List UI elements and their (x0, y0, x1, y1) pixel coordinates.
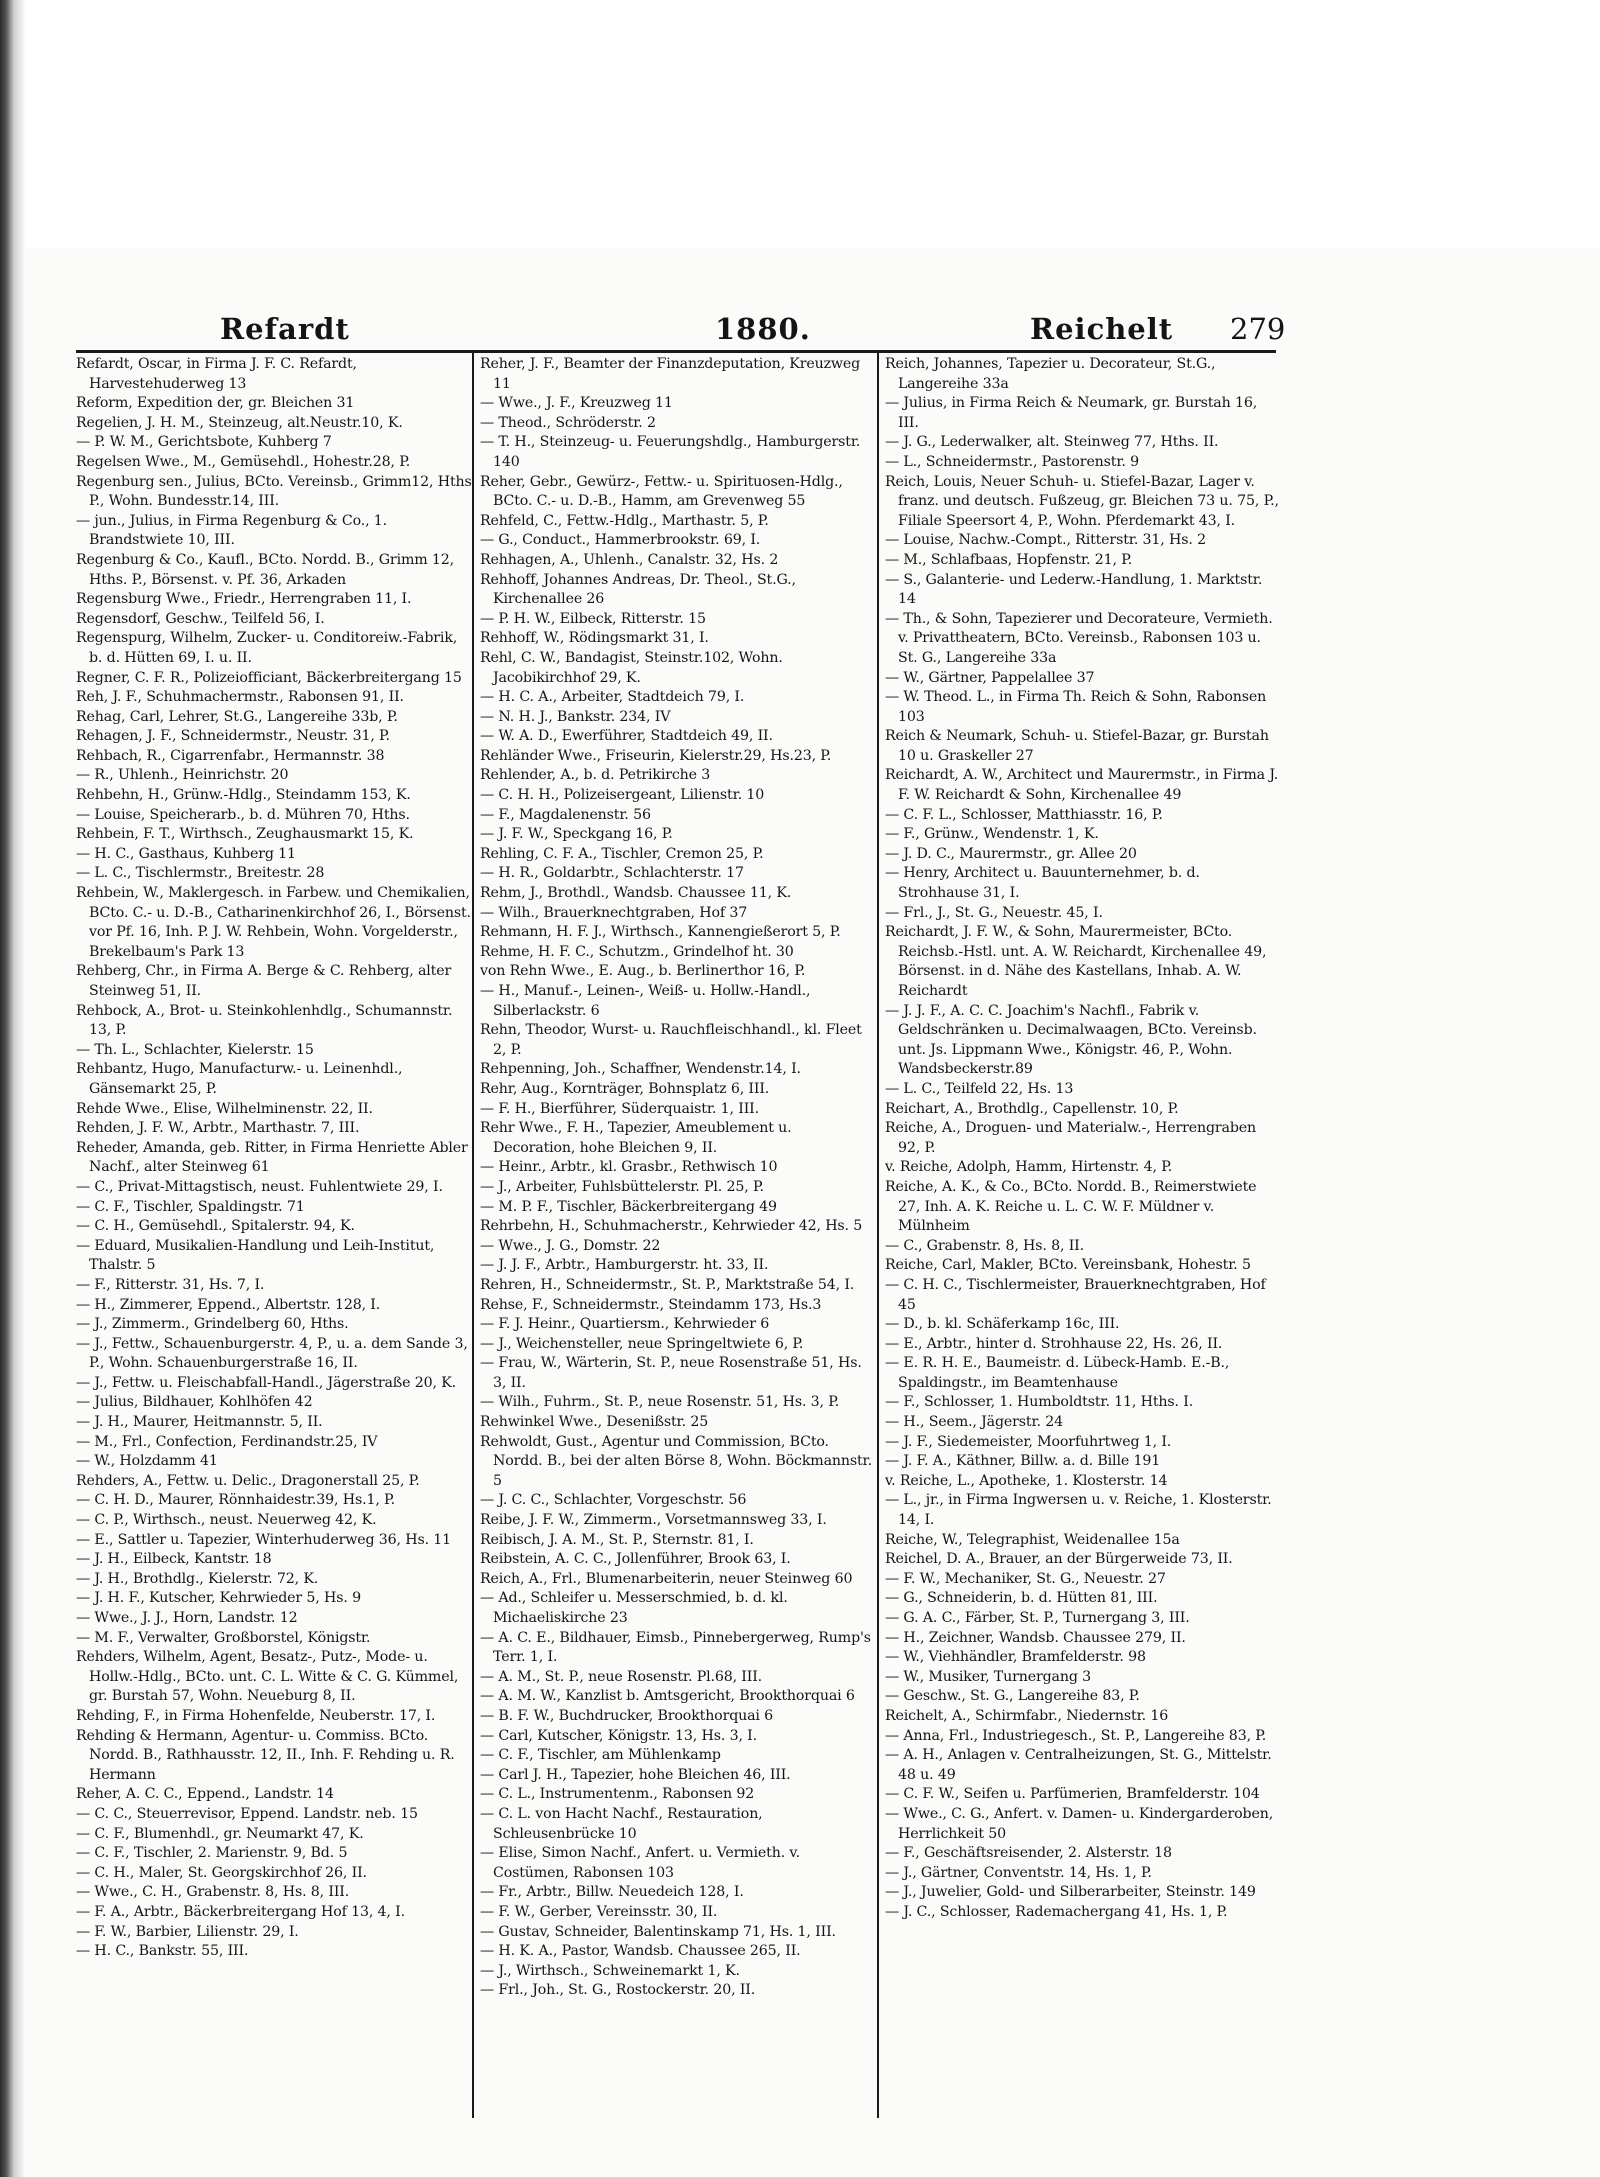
directory-entry: — W. A. D., Ewerführer, Stadtdeich 49, II. (480, 728, 773, 745)
directory-entry: — B. F. W., Buchdrucker, Brookthorquai 6 (480, 1707, 774, 1724)
column-divider (472, 350, 474, 2118)
directory-entry: v. Reiche, L., Apotheke, 1. Klosterstr. 14 (885, 1472, 1168, 1489)
page-number: 279 (1230, 312, 1286, 346)
directory-entry: — A. M. W., Kanzlist b. Amtsgericht, Brookthorquai 6 (480, 1688, 855, 1705)
directory-entry: — J., Weichensteller, neue Springeltwiete 6, P. (480, 1335, 804, 1352)
directory-entry: Rehl, C. W., Bandagist, Steinstr.102, Wohn. Jacobikirchhof 29, K. (480, 649, 783, 686)
directory-entry: Reiche, A. K., & Co., BCto. Nordd. B., Reimerstwiete 27, Inh. A. K. Reiche u. L. C. W. F. Müldner v. Mülnheim (885, 1178, 1257, 1235)
directory-entry: — A. C. E., Bildhauer, Eimsb., Pinnebergerweg, Rump's Terr. 1, I. (480, 1629, 871, 1666)
directory-entry: — Frau, W., Wärterin, St. P., neue Rosenstraße 51, Hs. 3, II. (480, 1355, 862, 1391)
directory-entry: — C. H., Maler, St. Georgskirchhof 26, II. (76, 1864, 367, 1881)
directory-entry: Rehbein, W., Maklergesch. in Farbew. und Chemikalien, BCto. C.- u. D.-B., Catharinenkirchhof 26, I., Börsenst. vor Pf. 16, Inh. P. J. W. Rehbein, Wohn. Vorgelderstr., Brekelbaum's Park 13 (76, 885, 471, 960)
directory-entry: — Louise, Speicherarb., b. d. Mühren 70, Hths. (76, 806, 410, 823)
directory-entry: Reich, A., Frl., Blumenarbeiterin, neuer Steinweg 60 (480, 1570, 853, 1587)
directory-entry: — C. L., Instrumentenm., Rabonsen 92 (480, 1786, 755, 1803)
directory-entry: — S., Galanterie- und Lederw.-Handlung, 1. Marktstr. 14 (885, 571, 1263, 608)
directory-entry: Reh, J. F., Schuhmachermstr., Rabonsen 91, II. (76, 689, 404, 706)
directory-entry: Regner, C. F. R., Polizeiofficiant, Bäckerbreitergang 15 (76, 669, 462, 686)
directory-entry: — Frl., Joh., St. G., Rostockerstr. 20, II. (480, 1982, 756, 1999)
directory-entry: — F. W., Gerber, Vereinsstr. 30, II. (480, 1903, 718, 1920)
directory-entry: — J. H., Maurer, Heitmannstr. 5, II. (76, 1414, 323, 1431)
directory-entry: Rehhagen, A., Uhlenh., Canalstr. 32, Hs. 2 (480, 551, 779, 568)
directory-entry: — E., Sattler u. Tapezier, Winterhuderweg 36, Hs. 11 (76, 1531, 452, 1548)
directory-entry: — J. G., Lederwalker, alt. Steinweg 77, Hths. II. (885, 434, 1219, 451)
directory-entry: Rehbach, R., Cigarrenfabr., Hermannstr. 38 (76, 747, 385, 764)
directory-column-1 (76, 355, 472, 2117)
directory-entry: — W., Gärtner, Pappelallee 37 (885, 669, 1095, 686)
directory-entry: — C. F., Tischler, Spaldingstr. 71 (76, 1198, 305, 1215)
directory-entry: Rehren, H., Schneidermstr., St. P., Marktstraße 54, I. (480, 1276, 855, 1293)
directory-entry: Rehhoff, W., Rödingsmarkt 31, I. (480, 630, 709, 647)
directory-entry: — Anna, Frl., Industriegesch., St. P., Langereihe 83, P. (885, 1727, 1267, 1744)
directory-entry: — F. A., Arbtr., Bäckerbreitergang Hof 13, 4, I. (76, 1903, 405, 1920)
directory-entry: Rehrbehn, H., Schuhmacherstr., Kehrwieder 42, Hs. 5 (480, 1218, 863, 1235)
directory-entry: — H., Zimmerer, Eppend., Albertstr. 128, I. (76, 1296, 381, 1313)
directory-entry: — jun., Julius, in Firma Regenburg & Co., 1. Brandstwiete 10, III. (76, 512, 388, 549)
header-rule (76, 350, 1276, 353)
directory-entry: — J. H., Brothdlg., Kielerstr. 72, K. (76, 1570, 319, 1587)
directory-entry: — C. H. D., Maurer, Rönnhaidestr.39, Hs.1, P. (76, 1492, 395, 1509)
directory-entry: Reichelt, A., Schirmfabr., Niedernstr. 16 (885, 1707, 1169, 1724)
directory-entry: — W., Holzdamm 41 (76, 1453, 218, 1470)
directory-entry: — H. K. A., Pastor, Wandsb. Chaussee 265, II. (480, 1943, 801, 1960)
directory-entry: Reichart, A., Brothdlg., Capellenstr. 10, P. (885, 1100, 1179, 1117)
directory-entry: — C., Grabenstr. 8, Hs. 8, II. (885, 1237, 1084, 1254)
directory-entry: — L., jr., in Firma Ingwersen u. v. Reiche, 1. Klosterstr. 14, I. (885, 1492, 1272, 1529)
directory-entry: — J., Zimmerm., Grindelberg 60, Hths. (76, 1316, 349, 1333)
directory-entry: — J. F. A., Käthner, Billw. a. d. Bille 191 (885, 1453, 1161, 1470)
directory-entry: — J., Juwelier, Gold- und Silberarbeiter, Steinstr. 149 (885, 1884, 1256, 1901)
directory-entry: — C. F., Blumenhdl., gr. Neumarkt 47, K. (76, 1825, 364, 1842)
directory-entry: Rehr Wwe., F. H., Tapezier, Ameublement u. Decoration, hohe Bleichen 9, II. (480, 1120, 792, 1156)
directory-entry: Reheder, Amanda, geb. Ritter, in Firma Henriette Abler Nachf., alter Steinweg 61 (76, 1139, 468, 1176)
directory-entry: Rehling, C. F. A., Tischler, Cremon 25, P. (480, 845, 764, 862)
running-head-left: Refardt (220, 312, 350, 346)
directory-entry: Rehberg, Chr., in Firma A. Berge & C. Rehberg, alter Steinweg 51, II. (76, 963, 452, 999)
directory-entry: — Carl J. H., Tapezier, hohe Bleichen 46, III. (480, 1766, 791, 1783)
directory-entry: — Th., & Sohn, Tapezierer und Decorateure, Vermieth. v. Privattheatern, BCto. Vereinsb., Rabonsen 103 u. St. G., Langereihe 33a (885, 610, 1273, 666)
directory-entry: — J. F. W., Speckgang 16, P. (480, 826, 673, 843)
directory-entry: — J., Wirthsch., Schweinemarkt 1, K. (480, 1962, 740, 1979)
directory-entry: — Th. L., Schlachter, Kielerstr. 15 (76, 1041, 314, 1058)
directory-entry: — Eduard, Musikalien-Handlung und Leih-Institut, Thalstr. 5 (76, 1237, 435, 1274)
directory-entry: — E., Arbtr., hinter d. Strohhause 22, Hs. 26, II. (885, 1335, 1223, 1352)
directory-entry: — T. H., Steinzeug- u. Feuerungshdlg., Hamburgerstr. 140 (480, 434, 861, 470)
directory-entry: Rehme, H. F. C., Schutzm., Grindelhof ht. 30 (480, 943, 794, 960)
directory-entry: Reich, Louis, Neuer Schuh- u. Stiefel-Bazar, Lager v. franz. und deutsch. Fußzeug, gr. Bleichen 73 u. 75, P., Filiale Speersort 4, P., Wohn. Pferdemarkt 43, I. (885, 473, 1279, 529)
directory-entry: — M. P. F., Tischler, Bäckerbreitergang 49 (480, 1198, 777, 1215)
directory-entry: — C. H. C., Tischlermeister, Brauerknechtgraben, Hof 45 (885, 1276, 1266, 1313)
directory-entry: Regensdorf, Geschw., Teilfeld 56, I. (76, 610, 325, 627)
directory-entry: — F. J. Heinr., Quartiersm., Kehrwieder 6 (480, 1316, 770, 1333)
directory-entry: — Henry, Architect u. Bauunternehmer, b. d. Strohhause 31, I. (885, 865, 1200, 902)
directory-entry: Regensburg Wwe., Friedr., Herrengraben 11, I. (76, 591, 412, 608)
directory-entry: — L. C., Teilfeld 22, Hs. 13 (885, 1080, 1074, 1097)
directory-entry: — Geschw., St. G., Langereihe 83, P. (885, 1688, 1140, 1705)
directory-entry: — R., Uhlenh., Heinrichstr. 20 (76, 767, 289, 784)
directory-entry: Rehn, Theodor, Wurst- u. Rauchfleischhandl., kl. Fleet 2, P. (480, 1022, 862, 1058)
directory-entry: — L. C., Tischlermstr., Breitestr. 28 (76, 865, 325, 882)
directory-entry: — C. P., Wirthsch., neust. Neuerweg 42, K. (76, 1512, 377, 1529)
directory-entry: Reichel, D. A., Brauer, an der Bürgerweide 73, II. (885, 1551, 1233, 1568)
directory-entry: — W., Musiker, Turnergang 3 (885, 1668, 1091, 1685)
directory-entry: Reiche, Carl, Makler, BCto. Vereinsbank, Hohestr. 5 (885, 1257, 1251, 1274)
directory-entry: — C. H., Gemüsehdl., Spitalerstr. 94, K. (76, 1218, 355, 1235)
directory-entry: — F. H., Bierführer, Süderquaistr. 1, III. (480, 1100, 759, 1117)
directory-entry: Reiche, W., Telegraphist, Weidenallee 15a (885, 1531, 1180, 1548)
directory-entry: — C. F. W., Seifen u. Parfümerien, Bramfelderstr. 104 (885, 1786, 1260, 1803)
directory-entry: — J., Fettw., Schauenburgerstr. 4, P., u. a. dem Sande 3, P., Wohn. Schauenburgerstraße 16, II. (76, 1335, 468, 1372)
directory-entry: — W., Viehhändler, Bramfelderstr. 98 (885, 1649, 1146, 1666)
directory-entry: — G., Conduct., Hammerbrookstr. 69, I. (480, 532, 761, 549)
directory-entry: — H., Seem., Jägerstr. 24 (885, 1414, 1064, 1431)
directory-entry: — Wwe., J. J., Horn, Landstr. 12 (76, 1610, 298, 1626)
directory-entry: — H. C. A., Arbeiter, Stadtdeich 79, I. (480, 689, 745, 706)
directory-entry: — H. R., Goldarbtr., Schlachterstr. 17 (480, 865, 744, 882)
directory-entry: Rehbehn, H., Grünw.-Hdlg., Steindamm 153, K. (76, 787, 411, 804)
directory-entry: — Ad., Schleifer u. Messerschmied, b. d. kl. Michaeliskirche 23 (480, 1590, 788, 1626)
directory-entry: — Wwe., J. G., Domstr. 22 (480, 1237, 661, 1254)
directory-entry: Reher, Gebr., Gewürz-, Fettw.- u. Spirituosen-Hdlg., BCto. C.- u. D.-B., Hamm, am Grevenweg 55 (480, 473, 843, 510)
directory-entry: Reibe, J. F. W., Zimmerm., Vorsetmannsweg 33, I. (480, 1512, 827, 1529)
directory-entry: Regenburg sen., Julius, BCto. Vereinsb., Grimm12, Hths P., Wohn. Bundesstr.14, III. (76, 473, 472, 510)
directory-entry: — F. W., Barbier, Lilienstr. 29, I. (76, 1923, 299, 1940)
directory-entry: — C. F., Tischler, 2. Marienstr. 9, Bd. 5 (76, 1845, 348, 1862)
directory-entry: — C., Privat-Mittagstisch, neust. Fuhlentwiete 29, I. (76, 1178, 443, 1195)
directory-entry: — L., Schneidermstr., Pastorenstr. 9 (885, 453, 1140, 470)
directory-entry: — Frl., J., St. G., Neuestr. 45, I. (885, 904, 1103, 921)
directory-entry: Rehwinkel Wwe., Desenißstr. 25 (480, 1414, 709, 1431)
directory-entry: — J. J. F., A. C. C. Joachim's Nachfl., Fabrik v. Geldschränken u. Decimalwaagen, BCto. Vereinsb. unt. Js. Lippmann Wwe., Königstr. 46, P., Wohn. Wandsbeckerstr.89 (885, 1002, 1257, 1078)
directory-entry: Reform, Expedition der, gr. Bleichen 31 (76, 395, 355, 412)
directory-entry: — Wwe., C. G., Anfert. v. Damen- u. Kindergarderoben, Herrlichkeit 50 (885, 1805, 1274, 1842)
directory-entry: — A. H., Anlagen v. Centralheizungen, St. G., Mittelstr. 48 u. 49 (885, 1747, 1272, 1783)
directory-entry: Rehländer Wwe., Friseurin, Kielerstr.29, Hs.23, P. (480, 747, 832, 764)
directory-entry: v. Reiche, Adolph, Hamm, Hirtenstr. 4, P. (885, 1159, 1173, 1176)
directory-entry: — Julius, Bildhauer, Kohlhöfen 42 (76, 1394, 313, 1411)
directory-entry: — Wwe., C. H., Grabenstr. 8, Hs. 8, III. (76, 1884, 350, 1901)
directory-entry: von Rehn Wwe., E. Aug., b. Berlinerthor 16, P. (480, 963, 806, 980)
directory-entry: — H. C., Gasthaus, Kuhberg 11 (76, 845, 296, 862)
directory-entry: Rehbein, F. T., Wirthsch., Zeughausmarkt 15, K. (76, 826, 414, 843)
directory-entry: — C. L. von Hacht Nachf., Restauration, Schleusenbrücke 10 (480, 1805, 763, 1842)
directory-entry: — J. D. C., Maurermstr., gr. Allee 20 (885, 845, 1137, 862)
directory-column-3 (885, 355, 1281, 2117)
directory-entry: — Theod., Schröderstr. 2 (480, 414, 656, 431)
directory-entry: Reich, Johannes, Tapezier u. Decorateur, St.G., Langereihe 33a (885, 356, 1216, 392)
directory-entry: — P. H. W., Eilbeck, Ritterstr. 15 (480, 610, 706, 627)
directory-entry: — J. H. F., Kutscher, Kehrwieder 5, Hs. 9 (76, 1590, 361, 1607)
directory-entry: — J., Fettw. u. Fleischabfall-Handl., Jägerstraße 20, K. (76, 1374, 457, 1391)
directory-entry: Reher, A. C. C., Eppend., Landstr. 14 (76, 1786, 334, 1803)
directory-entry: Reher, J. F., Beamter der Finanzdeputation, Kreuzweg 11 (480, 356, 861, 392)
directory-entry: — F. W., Mechaniker, St. G., Neuestr. 27 (885, 1570, 1166, 1587)
directory-entry: — Wilh., Fuhrm., St. P., neue Rosenstr. 51, Hs. 3, P. (480, 1394, 840, 1411)
directory-entry: — F., Geschäftsreisender, 2. Alsterstr. 18 (885, 1845, 1172, 1862)
directory-entry: — J., Gärtner, Conventstr. 14, Hs. 1, P. (885, 1864, 1152, 1881)
directory-entry: Rehden, J. F. W., Arbtr., Marthastr. 7, III. (76, 1120, 360, 1137)
running-head-right: Reichelt (1030, 312, 1174, 346)
directory-entry: Rehlender, A., b. d. Petrikirche 3 (480, 767, 711, 784)
directory-entry: — M., Schlafbaas, Hopfenstr. 21, P. (885, 551, 1133, 568)
directory-entry: — J. C., Schlosser, Rademachergang 41, Hs. 1, P. (885, 1903, 1228, 1920)
directory-entry: — F., Magdalenenstr. 56 (480, 806, 651, 823)
directory-entry: Rehbantz, Hugo, Manufacturw.- u. Leinenhdl., Gänsemarkt 25, P. (76, 1061, 403, 1097)
directory-entry: — Fr., Arbtr., Billw. Neuedeich 128, I. (480, 1884, 744, 1901)
directory-entry: Rehag, Carl, Lehrer, St.G., Langereihe 33b, P. (76, 708, 398, 725)
directory-entry: — H. C., Bankstr. 55, III. (76, 1943, 249, 1960)
column-divider (877, 350, 879, 2118)
directory-entry: Reiche, A., Droguen- und Materialw.-, Herrengraben 92, P. (885, 1120, 1256, 1156)
directory-entry: Regenspurg, Wilhelm, Zucker- u. Conditoreiw.-Fabrik, b. d. Hütten 69, I. u. II. (76, 630, 458, 666)
directory-column-2 (480, 355, 876, 2117)
directory-entry: — M., Frl., Confection, Ferdinandstr.25, IV (76, 1433, 378, 1450)
directory-entry: Regelsen Wwe., M., Gemüsehdl., Hohestr.28, P. (76, 453, 411, 470)
directory-entry: — C. F. L., Schlosser, Matthiasstr. 16, P. (885, 806, 1163, 823)
directory-entry: — J. F., Siedemeister, Moorfuhrtweg 1, I. (885, 1433, 1172, 1450)
directory-entry: Rehm, J., Brothdl., Wandsb. Chaussee 11, K. (480, 885, 792, 902)
directory-entry: — D., b. kl. Schäferkamp 16c, III. (885, 1316, 1120, 1333)
directory-entry: Rehr, Aug., Kornträger, Bohnsplatz 6, III. (480, 1080, 770, 1097)
directory-entry: — Louise, Nachw.-Compt., Ritterstr. 31, Hs. 2 (885, 532, 1206, 549)
directory-entry: Rehagen, J. F., Schneidermstr., Neustr. 31, P. (76, 728, 390, 745)
directory-entry: Rehpenning, Joh., Schaffner, Wendenstr.14, I. (480, 1061, 801, 1078)
directory-entry: — F., Grünw., Wendenstr. 1, K. (885, 826, 1099, 843)
directory-entry: — M. F., Verwalter, Großborstel, Königstr. (76, 1629, 371, 1646)
directory-entry: — Elise, Simon Nachf., Anfert. u. Vermieth. v. Costümen, Rabonsen 103 (480, 1845, 800, 1881)
directory-entry: — N. H. J., Bankstr. 234, IV (480, 708, 671, 725)
directory-entry: Reichardt, A. W., Architect und Maurermstr., in Firma J. F. W. Reichardt & Sohn, Kirchenallee 49 (885, 767, 1279, 804)
directory-entry: — G., Schneiderin, b. d. Hütten 81, III. (885, 1590, 1158, 1607)
directory-entry: — H., Zeichner, Wandsb. Chaussee 279, II. (885, 1629, 1186, 1646)
directory-entry: Rehse, F., Schneidermstr., Steindamm 173, Hs.3 (480, 1296, 822, 1313)
directory-entry: Refardt, Oscar, in Firma J. F. C. Refardt, Harvestehuderweg 13 (76, 356, 357, 392)
directory-entry: — J. J. F., Arbtr., Hamburgerstr. ht. 33, II. (480, 1257, 769, 1274)
directory-entry: Regenburg & Co., Kaufl., BCto. Nordd. B., Grimm 12, Hths. P., Börsenst. v. Pf. 36, Arkaden (76, 551, 455, 588)
directory-entry: Rehding & Hermann, Agentur- u. Commiss. BCto. Nordd. B., Rathhausstr. 12, II., Inh. F. Rehding u. R. Hermann (76, 1727, 455, 1783)
directory-entry: — Julius, in Firma Reich & Neumark, gr. Burstah 16, III. (885, 395, 1258, 431)
directory-entry: Rehding, F., in Firma Hohenfelde, Neuberstr. 17, I. (76, 1707, 436, 1724)
directory-entry: Regelien, J. H. M., Steinzeug, alt.Neustr.10, K. (76, 414, 403, 431)
directory-entry: Rehhoff, Johannes Andreas, Dr. Theol., St.G., Kirchenallee 26 (480, 571, 796, 608)
directory-entry: Reibstein, A. C. C., Jollenführer, Brook 63, I. (480, 1551, 791, 1568)
directory-entry: — F., Ritterstr. 31, Hs. 7, I. (76, 1276, 265, 1293)
directory-entry: Rehders, A., Fettw. u. Delic., Dragonerstall 25, P. (76, 1472, 420, 1489)
directory-entry: Reibisch, J. A. M., St. P., Sternstr. 81, I. (480, 1531, 754, 1548)
directory-entry: — J. C. C., Schlachter, Vorgeschstr. 56 (480, 1492, 747, 1509)
directory-entry: — Heinr., Arbtr., kl. Grasbr., Rethwisch 10 (480, 1159, 778, 1176)
directory-entry: — Gustav, Schneider, Balentinskamp 71, Hs. 1, III. (480, 1923, 836, 1940)
directory-entry: — C. F., Tischler, am Mühlenkamp (480, 1747, 721, 1764)
directory-entry: — J., Arbeiter, Fuhlsbüttelerstr. Pl. 25, P. (480, 1178, 764, 1195)
directory-entry: — Wwe., J. F., Kreuzweg 11 (480, 395, 673, 412)
directory-entry: — C. C., Steuerrevisor, Eppend. Landstr. neb. 15 (76, 1805, 418, 1822)
directory-entry: Rehders, Wilhelm, Agent, Besatz-, Putz-, Mode- u. Hollw.-Hdlg., BCto. unt. C. L. Witte & C. G. Kümmel, gr. Burstah 57, Wohn. Neueburg 8, II. (76, 1649, 459, 1705)
scan-binding-edge (0, 0, 26, 2177)
directory-entry: — F., Schlosser, 1. Humboldtstr. 11, Hths. I. (885, 1394, 1194, 1411)
directory-entry: Rehmann, H. F. J., Wirthsch., Kannengießerort 5, P. (480, 924, 841, 941)
directory-entry: Reich & Neumark, Schuh- u. Stiefel-Bazar, gr. Burstah 10 u. Graskeller 27 (885, 728, 1269, 764)
directory-entry: — C. H. H., Polizeisergeant, Lilienstr. 10 (480, 787, 765, 804)
directory-entry: — G. A. C., Färber, St. P., Turnergang 3, III. (885, 1610, 1190, 1626)
directory-entry: Rehde Wwe., Elise, Wilhelminenstr. 22, II. (76, 1100, 373, 1117)
directory-entry: — Carl, Kutscher, Königstr. 13, Hs. 3, I. (480, 1727, 757, 1744)
directory-entry: — H., Manuf.-, Leinen-, Weiß- u. Hollw.-Handl., Silberlackstr. 6 (480, 983, 811, 1019)
directory-entry: — P. W. M., Gerichtsbote, Kuhberg 7 (76, 434, 332, 451)
directory-entry: Rehfeld, C., Fettw.-Hdlg., Marthastr. 5, P. (480, 512, 769, 529)
directory-entry: — A. M., St. P., neue Rosenstr. Pl.68, III. (480, 1668, 763, 1685)
directory-entry: Rehwoldt, Gust., Agentur und Commission, BCto. Nordd. B., bei der alten Börse 8, Wohn. Böckmannstr. 5 (480, 1433, 872, 1489)
directory-entry: Reichardt, J. F. W., & Sohn, Maurermeister, BCto. Reichsb.-Hstl. unt. A. W. Reichardt, Kirchenallee 49, Börsenst. in d. Nähe des Kastellans, Inhab. A. W. Reichardt (885, 924, 1267, 999)
directory-entry: — W. Theod. L., in Firma Th. Reich & Sohn, Rabonsen 103 (885, 689, 1267, 725)
directory-entry: — E. R. H. E., Baumeistr. d. Lübeck-Hamb. E.-B., Spaldingstr., im Beamtenhause (885, 1355, 1230, 1391)
running-head-year: 1880. (715, 312, 811, 346)
directory-entry: — J. H., Eilbeck, Kantstr. 18 (76, 1551, 272, 1568)
directory-entry: — Wilh., Brauerknechtgraben, Hof 37 (480, 904, 748, 921)
directory-entry: Rehbock, A., Brot- u. Steinkohlenhdlg., Schumannstr. 13, P. (76, 1002, 453, 1039)
